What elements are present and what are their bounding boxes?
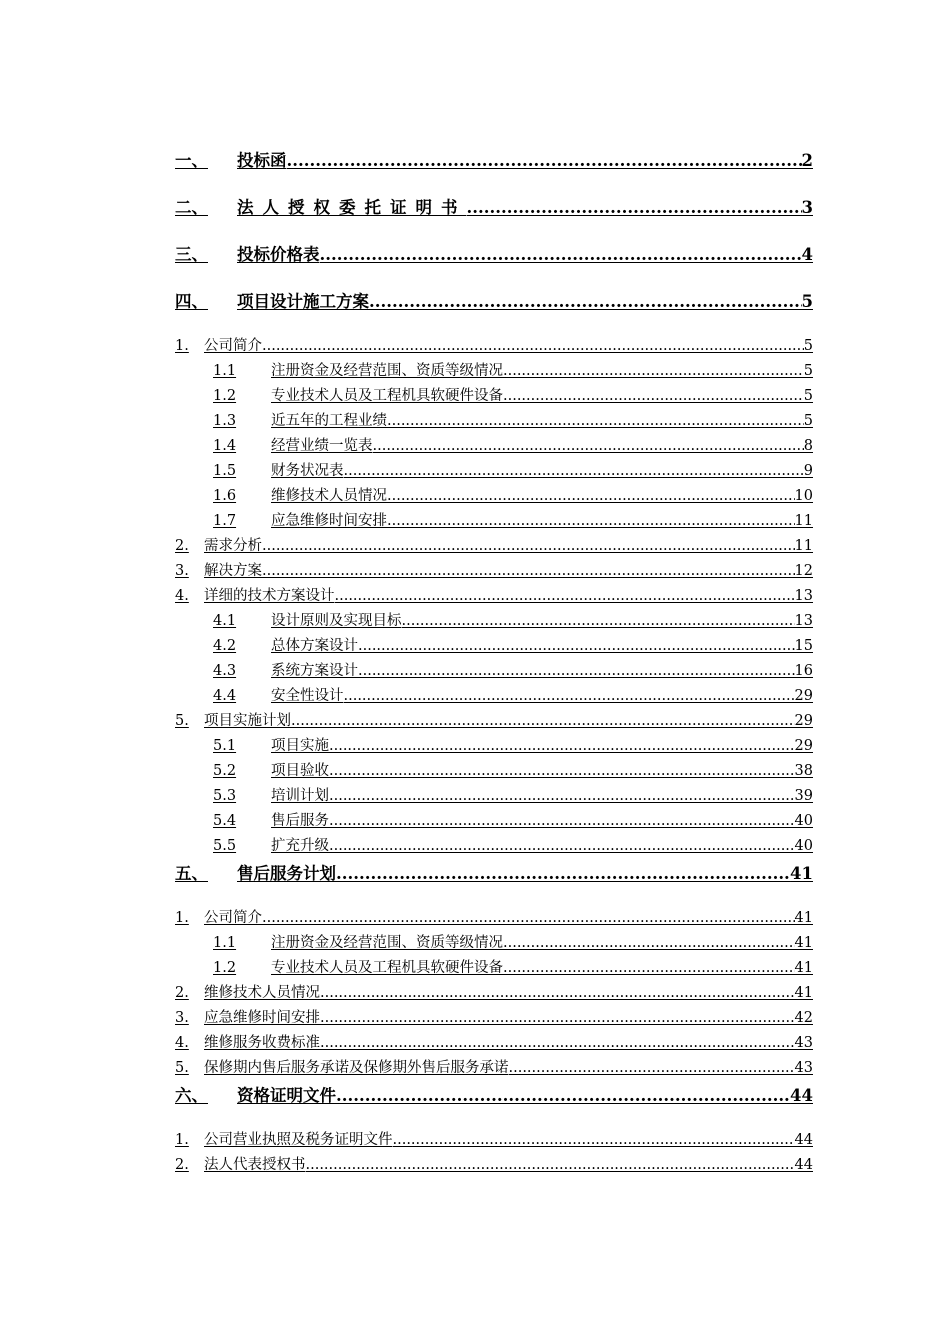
- toc-leader: [358, 659, 795, 683]
- toc-title: 法人代表授权书: [204, 1157, 306, 1173]
- toc-page: 39: [794, 788, 813, 804]
- toc-page: 5: [803, 363, 813, 379]
- toc-entry-4-1-2[interactable]: [175, 384, 813, 409]
- toc-entry-4-5[interactable]: [175, 709, 813, 734]
- toc-title: 售后服务计划: [237, 864, 336, 883]
- toc-number: 4.3: [213, 663, 237, 679]
- toc-title: 培训计划: [271, 788, 329, 804]
- toc-number: 5.2: [213, 763, 237, 779]
- toc-page: 5: [801, 292, 813, 311]
- toc-leader: [291, 709, 795, 733]
- toc-leader: [262, 559, 795, 583]
- toc-leader: [320, 1031, 795, 1055]
- toc-page: 3: [801, 198, 813, 217]
- toc-page: 41: [794, 910, 813, 926]
- toc-entry-4[interactable]: [175, 287, 813, 334]
- toc-page: 29: [794, 713, 813, 729]
- toc-leader: [262, 334, 804, 358]
- toc-number: 5.4: [213, 813, 237, 829]
- toc-page: 40: [794, 838, 813, 854]
- toc-leader: [262, 534, 795, 558]
- toc-entry-5-1-2[interactable]: [175, 956, 813, 981]
- toc-entry-5-2[interactable]: [175, 981, 813, 1006]
- toc-leader: [358, 634, 795, 658]
- toc-page: 41: [794, 960, 813, 976]
- toc-leader: [387, 409, 804, 433]
- toc-leader: [306, 1153, 795, 1177]
- toc-leader: [329, 784, 795, 808]
- toc-entry-4-5-5[interactable]: [175, 834, 813, 859]
- toc-entry-4-5-4[interactable]: [175, 809, 813, 834]
- toc-number: 4.4: [213, 688, 237, 704]
- toc-entry-5-3[interactable]: [175, 1006, 813, 1031]
- toc-leader: [387, 509, 795, 533]
- toc-title: 投标价格表: [237, 245, 320, 264]
- toc-leader: [503, 956, 795, 980]
- toc-leader: [369, 287, 802, 317]
- toc-entry-4-1-4[interactable]: [175, 434, 813, 459]
- toc-entry-4-5-1[interactable]: [175, 734, 813, 759]
- toc-title: 经营业绩一览表: [271, 438, 373, 454]
- toc-page: 9: [803, 463, 813, 479]
- toc-number: 五、: [175, 864, 208, 883]
- toc-entry-4-4-4[interactable]: [175, 684, 813, 709]
- toc-number: 1.5: [213, 463, 237, 479]
- toc-number: 4.: [175, 1035, 189, 1051]
- toc-title: 设计原则及实现目标: [271, 613, 402, 629]
- toc-entry-5-5[interactable]: [175, 1056, 813, 1081]
- toc-entry-6-2[interactable]: [175, 1153, 813, 1178]
- toc-leader: [287, 146, 802, 176]
- toc-number: 1.1: [213, 363, 237, 379]
- toc-leader: [509, 1056, 795, 1080]
- toc-entry-4-4[interactable]: [175, 584, 813, 609]
- toc-leader: [336, 859, 790, 889]
- toc-title: 需求分析: [204, 538, 262, 554]
- toc-number: 1.2: [213, 960, 237, 976]
- toc-page: 11: [794, 513, 813, 529]
- toc-page: 43: [794, 1035, 813, 1051]
- toc-page: 16: [794, 663, 813, 679]
- toc-entry-3[interactable]: [175, 240, 813, 287]
- toc-page: 8: [803, 438, 813, 454]
- toc-number: 1.4: [213, 438, 237, 454]
- toc-page: 29: [794, 738, 813, 754]
- toc-page: 38: [794, 763, 813, 779]
- toc-number: 2.: [175, 538, 189, 554]
- toc-title: 扩充升级: [271, 838, 329, 854]
- toc-number: 1.: [175, 1132, 189, 1148]
- toc-title: 项目设计施工方案: [237, 292, 369, 311]
- toc-leader: [503, 384, 804, 408]
- toc-page: 13: [794, 613, 813, 629]
- toc-entry-4-4-3[interactable]: [175, 659, 813, 684]
- toc-leader: [336, 1081, 790, 1111]
- toc-title: 应急维修时间安排: [271, 513, 387, 529]
- toc-leader: [373, 434, 804, 458]
- toc-number: 四、: [175, 292, 208, 311]
- toc-entry-4-1-7[interactable]: [175, 509, 813, 534]
- toc-page: 15: [794, 638, 813, 654]
- toc-page: 29: [794, 688, 813, 704]
- toc-title: 总体方案设计: [271, 638, 358, 654]
- toc-entry-2[interactable]: [175, 193, 813, 240]
- toc-leader: [329, 759, 795, 783]
- toc-entry-4-1-5[interactable]: [175, 459, 813, 484]
- toc-entry-4-2[interactable]: [175, 534, 813, 559]
- toc-title: 应急维修时间安排: [204, 1010, 320, 1026]
- toc-page: 5: [803, 388, 813, 404]
- toc-number: 3.: [175, 563, 189, 579]
- toc-leader: [344, 459, 804, 483]
- toc-number: 4.: [175, 588, 189, 604]
- toc-title: 项目实施: [271, 738, 329, 754]
- toc-page: 11: [794, 538, 813, 554]
- toc-title: 资格证明文件: [237, 1086, 336, 1105]
- toc-title: 公司简介: [204, 910, 262, 926]
- toc-number: 二、: [175, 198, 208, 217]
- toc-entry-5-1-1[interactable]: [175, 931, 813, 956]
- toc-number: 3.: [175, 1010, 189, 1026]
- toc-number: 六、: [175, 1086, 208, 1105]
- toc-entry-4-5-2[interactable]: [175, 759, 813, 784]
- toc-title: 近五年的工程业绩: [271, 413, 387, 429]
- toc-entry-4-5-3[interactable]: [175, 784, 813, 809]
- toc-leader: [503, 931, 795, 955]
- toc-title: 法人授权委托证明书: [237, 198, 467, 217]
- toc-title: 项目验收: [271, 763, 329, 779]
- toc-entry-4-1-3[interactable]: [175, 409, 813, 434]
- toc-number: 1.6: [213, 488, 237, 504]
- toc-entry-5-4[interactable]: [175, 1031, 813, 1056]
- toc-number: 2.: [175, 1157, 189, 1173]
- toc-title: 投标函: [237, 151, 287, 170]
- toc-title: 财务状况表: [271, 463, 344, 479]
- toc-number: 2.: [175, 985, 189, 1001]
- toc-title: 专业技术人员及工程机具软硬件设备: [271, 388, 503, 404]
- toc-title: 售后服务: [271, 813, 329, 829]
- toc-leader: [402, 609, 795, 633]
- toc-number: 5.5: [213, 838, 237, 854]
- toc-title: 公司营业执照及税务证明文件: [204, 1132, 393, 1148]
- toc-page: 41: [794, 935, 813, 951]
- toc-leader: [329, 734, 795, 758]
- toc-title: 注册资金及经营范围、资质等级情况: [271, 935, 503, 951]
- toc-title: 维修技术人员情况: [271, 488, 387, 504]
- toc-title: 专业技术人员及工程机具软硬件设备: [271, 960, 503, 976]
- toc-page: 44: [794, 1132, 813, 1148]
- toc-leader: [320, 240, 802, 270]
- toc-leader: [387, 484, 795, 508]
- toc-number: 1.: [175, 910, 189, 926]
- toc-leader: [344, 684, 795, 708]
- toc-number: 5.3: [213, 788, 237, 804]
- toc-entry-4-1-1[interactable]: [175, 359, 813, 384]
- toc-number: 4.1: [213, 613, 237, 629]
- toc-leader: [335, 584, 795, 608]
- toc-page: 44: [794, 1157, 813, 1173]
- toc-title: 公司简介: [204, 338, 262, 354]
- toc-page: 10: [794, 488, 813, 504]
- toc-page: 40: [794, 813, 813, 829]
- toc-title: 项目实施计划: [204, 713, 291, 729]
- toc-title: 注册资金及经营范围、资质等级情况: [271, 363, 503, 379]
- toc-page: 12: [794, 563, 813, 579]
- toc-title: 保修期内售后服务承诺及保修期外售后服务承诺: [204, 1060, 509, 1076]
- toc-title: 安全性设计: [271, 688, 344, 704]
- toc-entry-4-1-6[interactable]: [175, 484, 813, 509]
- toc-entry-5-1[interactable]: [175, 906, 813, 931]
- toc-entry-4-3[interactable]: [175, 559, 813, 584]
- toc-number: 1.3: [213, 413, 237, 429]
- toc-title: 解决方案: [204, 563, 262, 579]
- toc-page: 13: [794, 588, 813, 604]
- toc-number: 1.: [175, 338, 189, 354]
- toc-number: 一、: [175, 151, 208, 170]
- toc-number: 5.: [175, 1060, 189, 1076]
- toc-entry-6-1[interactable]: [175, 1128, 813, 1153]
- toc-title: 维修服务收费标准: [204, 1035, 320, 1051]
- toc-page: 42: [794, 1010, 813, 1026]
- toc-leader: [329, 834, 795, 858]
- toc-title: 详细的技术方案设计: [204, 588, 335, 604]
- toc-title: 系统方案设计: [271, 663, 358, 679]
- toc-page: 4: [801, 245, 813, 264]
- toc-page: 44: [790, 1086, 813, 1105]
- toc-number: 1.7: [213, 513, 237, 529]
- toc-leader: [262, 906, 795, 930]
- toc-leader: [467, 193, 802, 223]
- toc-page: 41: [794, 985, 813, 1001]
- toc-number: 5.: [175, 713, 189, 729]
- toc-entry-5[interactable]: [175, 859, 813, 906]
- toc-title: 维修技术人员情况: [204, 985, 320, 1001]
- toc-entry-6[interactable]: [175, 1081, 813, 1128]
- toc-page: 43: [794, 1060, 813, 1076]
- toc-entry-1[interactable]: [175, 146, 813, 193]
- toc-entry-4-4-2[interactable]: [175, 634, 813, 659]
- toc-page: 5: [803, 338, 813, 354]
- toc-number: 1.1: [213, 935, 237, 951]
- toc-leader: [503, 359, 804, 383]
- toc-entry-4-1[interactable]: [175, 334, 813, 359]
- table-of-contents: [175, 146, 813, 1178]
- toc-page: 2: [801, 151, 813, 170]
- toc-leader: [320, 981, 795, 1005]
- toc-number: 三、: [175, 245, 208, 264]
- toc-leader: [329, 809, 795, 833]
- toc-page: 5: [803, 413, 813, 429]
- toc-leader: [393, 1128, 795, 1152]
- toc-number: 4.2: [213, 638, 237, 654]
- toc-number: 5.1: [213, 738, 237, 754]
- toc-entry-4-4-1[interactable]: [175, 609, 813, 634]
- toc-number: 1.2: [213, 388, 237, 404]
- toc-leader: [320, 1006, 795, 1030]
- toc-page: 41: [790, 864, 813, 883]
